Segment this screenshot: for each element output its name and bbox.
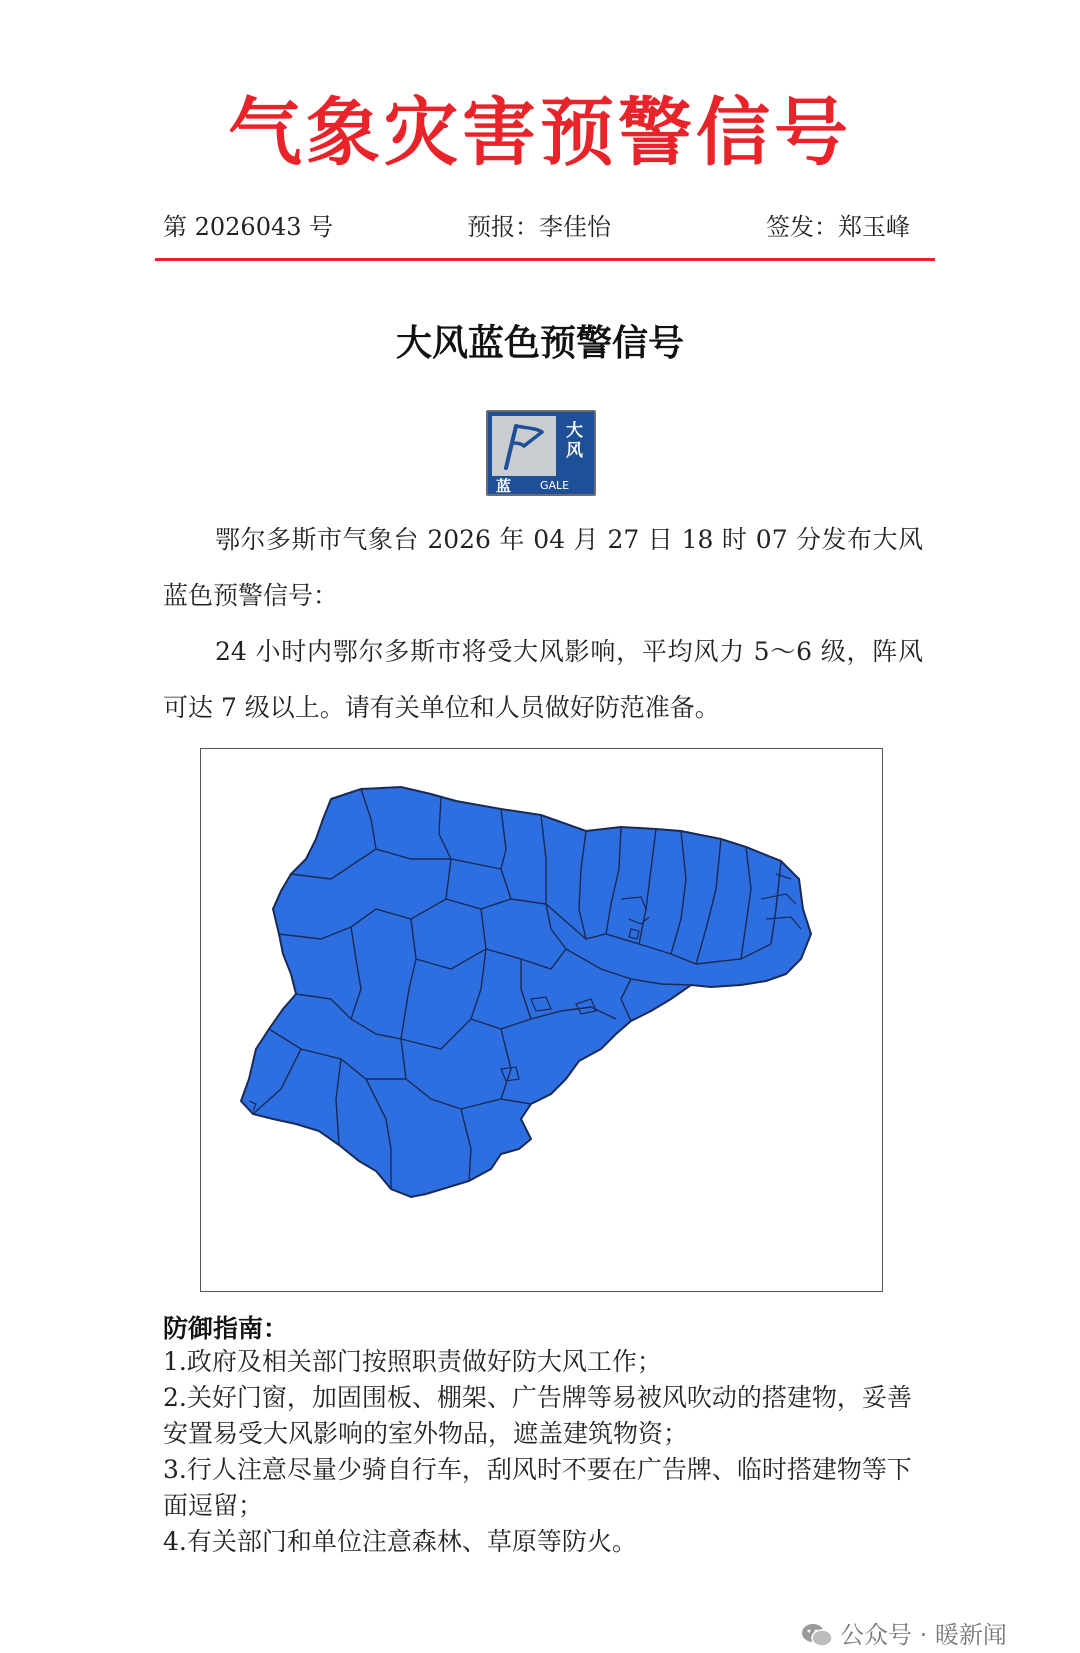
icon-char-feng: 风 bbox=[566, 441, 583, 461]
warning-region-shape bbox=[201, 749, 881, 1290]
document-title: 气象灾害预警信号 bbox=[228, 90, 852, 176]
warning-region-outline bbox=[241, 787, 811, 1197]
warning-area-map bbox=[200, 748, 883, 1292]
issue-paragraph: 鄂尔多斯市气象台 2026 年 04 月 27 日 18 时 07 分发布大风蓝色预警信号： bbox=[163, 525, 923, 610]
wechat-icon bbox=[800, 1622, 834, 1648]
header-divider bbox=[155, 258, 935, 261]
defense-guide-title: 防御指南： bbox=[163, 1314, 289, 1343]
gale-blue-warning-icon bbox=[486, 410, 596, 496]
warning-title: 大风蓝色预警信号 bbox=[395, 322, 684, 364]
guide-item-4: 4.有关部门和单位注意森林、草原等防火。 bbox=[163, 1527, 637, 1556]
icon-char-da: 大 bbox=[566, 421, 583, 441]
forecast-paragraph: 24 小时内鄂尔多斯市将受大风影响，平均风力 5～6 级，阵风可达 7 级以上。请有关单位和人员做好防范准备。 bbox=[163, 637, 923, 722]
footer-text: 公众号 · 暖新闻 bbox=[840, 1621, 1007, 1649]
guide-item-2: 2.关好门窗，加固围板、棚架、广告牌等易被风吹动的搭建物，妥善安置易受大风影响的室外物品，遮盖建筑物资； bbox=[163, 1383, 912, 1448]
icon-english-label: GALE bbox=[540, 479, 570, 492]
flag-icon bbox=[492, 416, 556, 476]
guide-item-1: 1.政府及相关部门按照职责做好防大风工作； bbox=[163, 1347, 662, 1376]
icon-level-label: 蓝 bbox=[496, 477, 512, 495]
document-number: 第 2026043 号 bbox=[163, 213, 334, 241]
issuer: 签发：郑玉峰 bbox=[766, 213, 910, 241]
forecaster: 预报：李佳怡 bbox=[467, 213, 611, 241]
footer-watermark bbox=[800, 1622, 1007, 1648]
guide-item-3: 3.行人注意尽量少骑自行车，刮风时不要在广告牌、临时搭建物等下面逗留； bbox=[163, 1455, 912, 1520]
